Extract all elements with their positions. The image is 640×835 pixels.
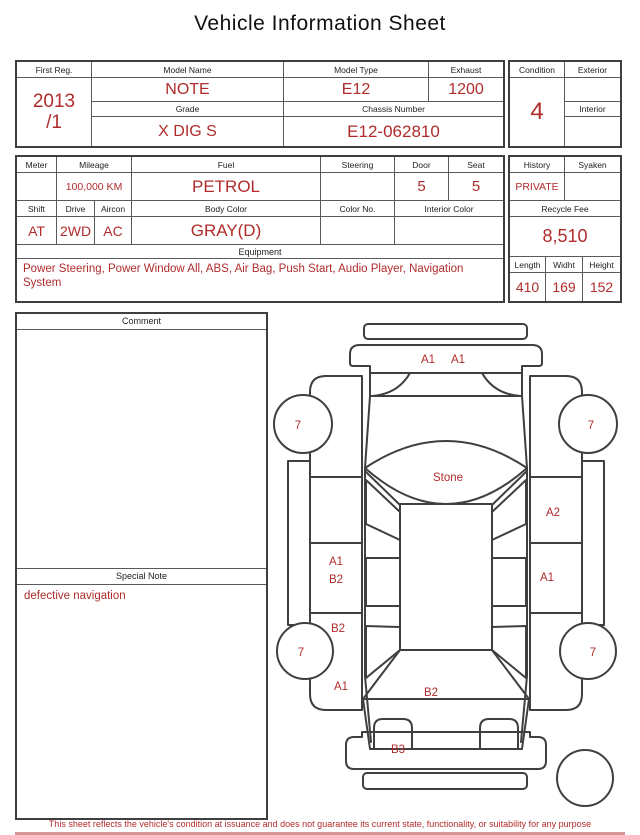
mark-right-front-door: A2 (545, 507, 561, 519)
mark-left-rear-corner: A1 (333, 681, 349, 693)
mark-rear-gate: B3 (390, 744, 406, 756)
front-bumper (350, 345, 542, 373)
comment-area (17, 330, 266, 569)
length-value: 410 (510, 273, 546, 301)
left-rear-window (366, 558, 400, 606)
page-title: Vehicle Information Sheet (194, 12, 446, 35)
steering-header: Steering (321, 157, 395, 173)
width-value: 169 (546, 273, 583, 301)
wheel-rear-left-icon (277, 623, 333, 679)
first-reg-year: 2013 (32, 91, 76, 112)
mark-front-bumper-2: A1 (450, 354, 466, 366)
grade-value: X DIG S (92, 117, 284, 146)
notes-panel (15, 312, 268, 820)
door-header: Door (395, 157, 449, 173)
aircon-value: AC (95, 217, 132, 245)
left-quarter-window (366, 626, 400, 678)
chassis-value: E12-062810 (347, 121, 440, 141)
shift-value: AT (17, 217, 57, 245)
rear-lip (363, 773, 527, 789)
first-reg-value (17, 78, 92, 146)
history-value: PRIVATE (510, 173, 565, 201)
door-value: 5 (395, 173, 449, 201)
chassis-header: Chassis Number (284, 102, 503, 117)
body-color-header: Body Color (132, 201, 321, 217)
meter-value (17, 173, 57, 201)
model-name-value: NOTE (92, 78, 284, 102)
car-outline (274, 324, 617, 806)
rear-bumper (346, 732, 546, 769)
equipment-value: Power Steering, Power Window All, ABS, Air Bag, Push Start, Audio Player, Navigation System (23, 263, 464, 289)
mark-wheel-rear-left: 7 (297, 647, 305, 659)
interior-color-value (395, 217, 503, 245)
height-header: Height (583, 257, 620, 273)
fees-table (508, 155, 622, 303)
condition-table (508, 60, 622, 148)
steering-value (321, 173, 395, 201)
interior-value (565, 117, 620, 146)
equipment-header: Equipment (17, 245, 503, 259)
seat-value: 5 (449, 173, 503, 201)
wheel-front-left-icon (274, 395, 332, 453)
length-header: Length (510, 257, 546, 273)
interior-color-header: Interior Color (395, 201, 503, 217)
headlight-left (372, 373, 410, 396)
left-sill (288, 461, 310, 625)
headlight-right (482, 373, 520, 396)
syaken-header: Syaken (565, 157, 620, 173)
syaken-value (565, 173, 620, 201)
drive-header: Drive (57, 201, 95, 217)
height-value: 152 (589, 279, 614, 295)
mark-wheel-front-right: 7 (587, 420, 595, 432)
mark-front-bumper-1: A1 (420, 354, 436, 366)
color-no-header: Color No. (321, 201, 395, 217)
shift-header: Shift (17, 201, 57, 217)
exterior-value (565, 78, 620, 102)
car-damage-diagram (270, 308, 640, 820)
mark-left-quarter: B2 (330, 623, 346, 635)
drive-value: 2WD (57, 217, 95, 245)
specs-table (15, 155, 505, 303)
right-quarter-window (492, 626, 526, 678)
front-lip (364, 324, 527, 339)
mileage-value: 100,000 KM (57, 173, 132, 201)
mark-left-rear-door-2: B2 (328, 574, 344, 586)
mark-wheel-front-left: 7 (294, 420, 302, 432)
right-rear-window (492, 558, 526, 606)
mark-windshield: Stone (432, 472, 464, 484)
recycle-fee-value: 8,510 (510, 217, 620, 257)
tail-light-right (480, 719, 518, 748)
rear-window (363, 650, 529, 699)
fuel-header: Fuel (132, 157, 321, 173)
mileage-header: Mileage (57, 157, 132, 173)
body-color-value: GRAY(D) (132, 217, 321, 245)
exhaust-header: Exhaust (429, 62, 503, 78)
meter-header: Meter (17, 157, 57, 173)
right-sill (582, 461, 604, 625)
first-reg-month: /1 (46, 112, 62, 133)
condition-header: Condition (510, 62, 565, 78)
left-panel-dividers (310, 477, 362, 613)
grade-header: Grade (92, 102, 284, 117)
condition-value: 4 (510, 78, 565, 146)
mark-wheel-rear-right: 7 (589, 647, 597, 659)
right-panel-dividers (530, 477, 582, 613)
recycle-fee-header: Recycle Fee (510, 201, 620, 217)
aircon-header: Aircon (95, 201, 132, 217)
identification-table (15, 60, 505, 148)
exterior-header: Exterior (565, 62, 620, 78)
special-note-area: defective navigation (24, 590, 126, 602)
model-type-value: E12 (284, 78, 429, 102)
disclaimer-text: This sheet reflects the vehicle's condition at issuance and does not guarantee its current state, functionality, or suitability for any purpose (48, 819, 592, 829)
interior-header: Interior (565, 102, 620, 117)
width-header: Widht (546, 257, 583, 273)
color-no-value (321, 217, 395, 245)
tailgate (363, 699, 529, 749)
roof (400, 504, 492, 650)
model-name-header: Model Name (92, 62, 284, 78)
comment-header: Comment (17, 314, 266, 330)
seat-header: Seat (449, 157, 503, 173)
model-type-header: Model Type (284, 62, 429, 78)
special-note-header: Special Note (17, 569, 266, 585)
fuel-value: PETROL (132, 173, 321, 201)
exhaust-value: 1200 (429, 78, 503, 102)
wheel-rear-right-icon (560, 623, 616, 679)
mark-rear-window: B2 (423, 687, 439, 699)
mark-right-rear-door: A1 (539, 572, 555, 584)
history-header: History (510, 157, 565, 173)
first-reg-header: First Reg. (17, 62, 92, 78)
spare-wheel-icon (557, 750, 613, 806)
mark-left-rear-door-1: A1 (328, 556, 344, 568)
